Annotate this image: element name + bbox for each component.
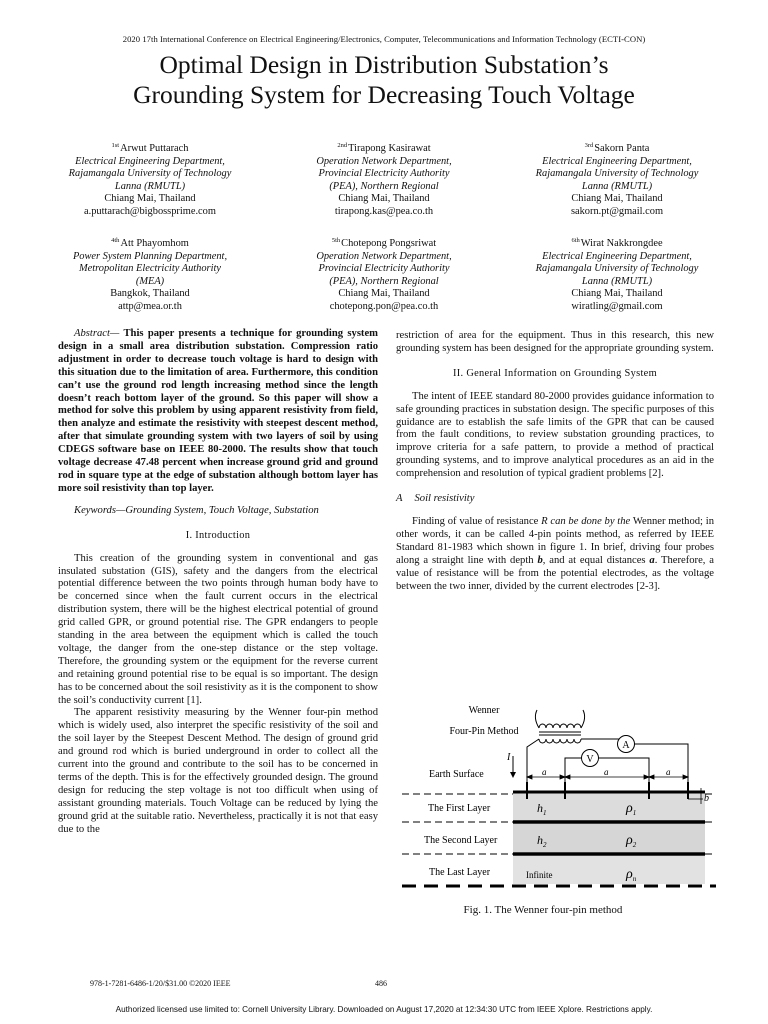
author-5 xyxy=(279,235,489,314)
author-3-org: Electrical Engineering Department, xyxy=(542,155,692,167)
ammeter-label: A xyxy=(622,740,630,751)
current-arrow-head xyxy=(510,772,516,778)
author-3-org: Lanna (RMUTL) xyxy=(581,180,653,192)
intro-paragraph-continued: restriction of area for the equipment. Thus in this research, this new grounding system has been designed for the appropriate grounding system. xyxy=(396,330,714,354)
author-4-location: Bangkok, Thailand xyxy=(110,288,190,300)
layer-2-thickness: $h_2$ xyxy=(537,833,547,849)
author-5-ordinal: 5th xyxy=(331,237,341,244)
section-heading-general-information: II. General Information on Grounding System xyxy=(453,367,657,379)
page-number: 486 xyxy=(375,979,387,988)
author-5-org: (PEA), Northern Regional xyxy=(329,275,439,287)
author-1-email: a.puttarach@bigbossprime.com xyxy=(84,205,216,217)
author-1-location: Chiang Mai, Thailand xyxy=(104,193,196,205)
author-2-org: (PEA), Northern Regional xyxy=(329,180,439,192)
subsection-title: Soil resistivity xyxy=(414,493,475,505)
author-2-name: Tirapong Kasirawat xyxy=(348,143,431,154)
right-column xyxy=(396,330,714,593)
author-2-email: tirapong.kas@pea.co.th xyxy=(334,205,434,217)
layer-3-thickness: Infinite xyxy=(526,870,553,880)
section-heading-introduction: I. Introduction xyxy=(185,529,251,541)
spacing-label: a xyxy=(604,767,609,777)
soil-resistivity-paragraph xyxy=(396,516,714,593)
author-2-org: Provincial Electricity Authority xyxy=(318,168,450,180)
layer-2-resistivity: $\rho_2$ xyxy=(626,833,637,849)
author-1-org: Lanna (RMUTL) xyxy=(114,180,186,192)
title-line-1: Optimal Design in Distribution Substation’s xyxy=(159,50,609,79)
abstract-text: This paper presents a technique for grounding system design in a small area distribution substation. Compression ratio adjustment in order to decrease touch voltage is hard to design with this situation due to the limitation of area. Furthermore, this condition can’t use the ground rod length increasing method since the length doesn’t reach bottom layer of the ground. So this paper will show a method for solve this problem by using apparent resistivity from field, then analyze and estimate the resistivity with steepest descent method, after that simulate grounding system with two layers of soil by using CDEGS software base on IEEE 80-2000. The results show that touch voltage decrease 47.48 percent when increase ground grid and ground rod in square type at the edge of substation although bottom layer has more soil resistivity than top layer. xyxy=(58,328,378,494)
current-wire xyxy=(581,739,620,744)
author-3-ordinal: 3rd xyxy=(584,142,594,149)
author-4-org: Power System Planning Department, xyxy=(72,250,228,262)
general-info-paragraph: The intent of IEEE standard 80-2000 provides guidance information to safe grounding practices in substation design. The specific purposes of this guidance are to establish the safe limits of the GPR that can be caused from the fault conditions, to review substation grounding practices, to improve criteria for a safe pattern, to provide a method of practical grounding systems, and to improve analytical procedures as an aid in the comprehension and resolution of typical gradient problems [2]. xyxy=(396,390,714,480)
first-layer-label: The First Layer xyxy=(428,803,491,814)
author-4-ordinal: 4th xyxy=(111,237,120,244)
author-5-location: Chiang Mai, Thailand xyxy=(338,288,430,300)
earth-surface-label: Earth Surface xyxy=(429,769,484,780)
intro-paragraph-2: The apparent resistivity measuring by the Wenner four-pin method which is widely used, also interpret the specific resistivity of the soil and the soil layer by the Steepest Descent Method. The design of ground grid and ground rod which is buried underground in order to collect all the current into the ground and contribute to the soil has to be concerned in terms of the depth. This is for the effectively grounded design. The ground design for reducing the step voltage is not too difficult when using of assistant grounding materials. Touch Voltage can be reduced by lying the ground grid at the suitable ratio. Nevertheless, practically it is not that easy due to the xyxy=(58,707,378,835)
author-6-org: Rajamangala University of Technology xyxy=(535,263,699,275)
intro-paragraph-1: This creation of the grounding system in conventional and gas insulated substation (GIS), safety and the dangers from the electrical potential difference between the two points through human body have to be concerned since when the fault current occurs in the electrical distribution system, there will be the highest electrical potential of ground grid called GPR, or ground potential rise. The GPR endangers to people standing in the area between the equipment which is called the touch voltage, the danger from the one-step distance or the step voltage. Therefore, the grounding system or the equipment for the reverse current and retaining ground potential rise to be equal is so important. The design has to be concerned about the soil resistivity as it is the component to show the soil’s conductivity current [1]. xyxy=(58,552,378,706)
text-run-italic: R can be done by the xyxy=(541,515,631,527)
abstract-label: Abstract— xyxy=(74,328,120,339)
keywords: Keywords—Grounding System, Touch Voltage, Substation xyxy=(74,504,319,516)
layer-1-resistivity: $\rho_1$ xyxy=(626,801,637,817)
author-2-org: Operation Network Department, xyxy=(316,155,452,167)
text-run: Wenner method; in other words, it can be called 4-pin points method, as referred by IEEE Standard 81-1983 which shown in figure 1. In brief, driving four probes along a straight line with depth xyxy=(396,515,714,566)
author-6-org: Electrical Engineering Department, xyxy=(542,250,692,262)
author-4-name: Att Phayomhom xyxy=(120,238,189,249)
author-5-name: Chotepong Pongsriwat xyxy=(341,238,437,249)
author-4-org: Metropolitan Electricity Authority xyxy=(79,263,221,275)
abstract xyxy=(58,328,378,496)
author-2-location: Chiang Mai, Thailand xyxy=(338,193,430,205)
text-run: Finding of value of resistance xyxy=(412,515,542,527)
variable-a: a xyxy=(649,554,655,566)
title-line-2: Grounding System for Decreasing Touch Voltage xyxy=(133,80,635,109)
license-notice: Authorized licensed use limited to: Cornell University Library. Downloaded on August 17,2020 at 12:34:30 UTC from IEEE Xplore. Restrictions apply. xyxy=(115,1005,653,1014)
current-wire xyxy=(527,739,539,792)
author-1-ordinal: 1st xyxy=(111,142,120,149)
author-6-email: wiratling@gmail.com xyxy=(571,300,663,312)
author-3-email: sakorn.pt@gmail.com xyxy=(570,205,664,217)
author-1 xyxy=(45,140,255,219)
author-3-location: Chiang Mai, Thailand xyxy=(571,193,663,205)
text-run: . Therefore, a value of resistance will be from the potential electrodes, as the voltage between the two inner, divided by the current electrodes [2-3]. xyxy=(396,554,714,592)
voltmeter-label: V xyxy=(586,754,594,765)
subsection-letter: A xyxy=(396,493,403,505)
paper-title xyxy=(40,50,728,110)
voltmeter-wire xyxy=(565,758,582,792)
author-5-org: Operation Network Department, xyxy=(316,250,452,262)
last-layer-label: The Last Layer xyxy=(429,867,491,878)
author-2 xyxy=(279,140,489,219)
author-1-org: Electrical Engineering Department, xyxy=(75,155,225,167)
author-6-name: Wirat Nakkrongdee xyxy=(580,238,663,249)
second-layer-label: The Second Layer xyxy=(424,835,498,846)
author-3 xyxy=(512,140,722,219)
spacing-label: a xyxy=(542,767,547,777)
author-4-org: (MEA) xyxy=(135,275,165,287)
current-wire xyxy=(632,744,688,792)
author-5-org: Provincial Electricity Authority xyxy=(318,263,450,275)
author-5-email: chotepong.pon@pea.co.th xyxy=(329,300,439,312)
author-3-org: Rajamangala University of Technology xyxy=(535,168,699,180)
figure-title-line-2: Four-Pin Method xyxy=(449,726,519,737)
figure-caption: Fig. 1. The Wenner four-pin method xyxy=(463,904,623,916)
author-6 xyxy=(512,235,722,314)
current-label: I xyxy=(507,752,511,763)
author-2-ordinal: 2nd xyxy=(337,142,348,149)
author-3-name: Sakorn Panta xyxy=(594,143,650,154)
layer-1-thickness: $h_1$ xyxy=(537,801,547,817)
variable-b: b xyxy=(537,554,543,566)
subsection-heading-soil-resistivity xyxy=(396,493,714,506)
depth-label: b xyxy=(704,793,709,804)
author-1-name: Arwut Puttarach xyxy=(120,143,189,154)
layer-3-resistivity: $\rho_n$ xyxy=(626,867,637,883)
author-4 xyxy=(45,235,255,314)
author-6-ordinal: 6th xyxy=(571,237,580,244)
author-6-location: Chiang Mai, Thailand xyxy=(571,288,663,300)
footer-copyright: 978-1-7281-6486-1/20/$31.00 ©2020 IEEE xyxy=(90,979,231,988)
spacing-label: a xyxy=(666,767,671,777)
wenner-method-figure xyxy=(398,702,718,894)
author-6-org: Lanna (RMUTL) xyxy=(581,275,653,287)
left-column xyxy=(58,328,378,837)
transformer-coil-icon xyxy=(535,710,584,743)
author-1-org: Rajamangala University of Technology xyxy=(68,168,232,180)
author-4-email: attp@mea.or.th xyxy=(118,300,182,312)
figure-title-line-1: Wenner xyxy=(468,705,500,716)
conference-header: 2020 17th International Conference on Electrical Engineering/Electronics, Computer, Telecommunications and Information Technology (ECTI-CON) xyxy=(122,34,646,44)
text-run: , and at equal distances xyxy=(542,554,650,566)
